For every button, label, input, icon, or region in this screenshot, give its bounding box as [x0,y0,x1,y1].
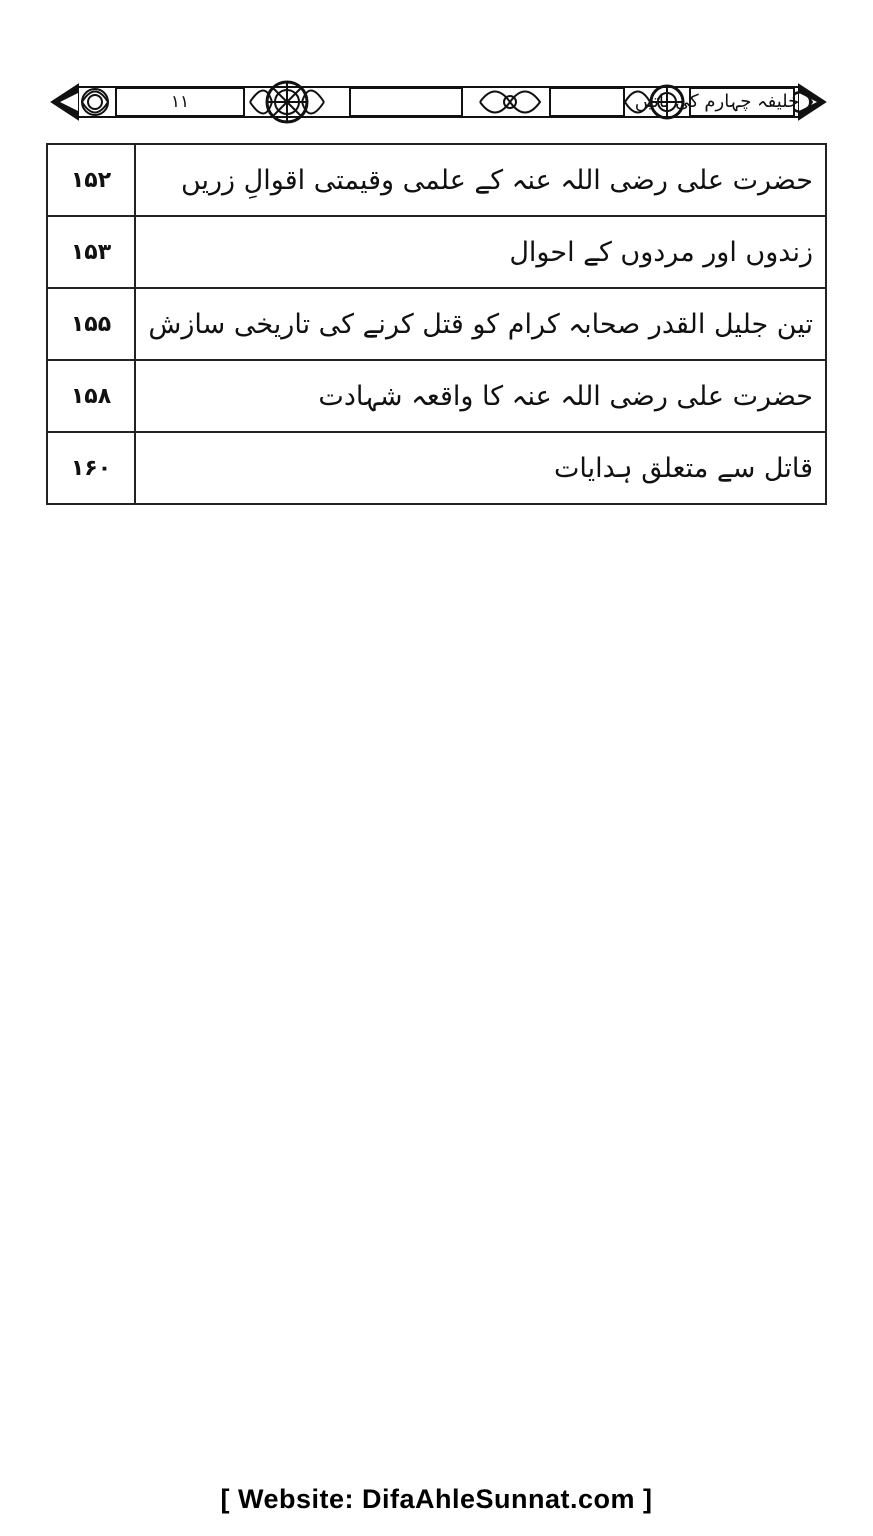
toc-entry-title: حضرت علی رضی اللہ عنہ کا واقعہ شہادت [135,360,826,432]
table-row [47,144,826,216]
ornament-knot-center [480,92,540,113]
toc-page-number: ۱۵۸ [47,360,135,432]
page-number: ۱۱ [170,92,190,112]
toc-entry-title: حضرت علی رضی اللہ عنہ کے علمی وقیمتی اقوالِ زریں [135,144,826,216]
website-footer: [ Website: DifaAhleSunnat.com ] [220,1484,653,1514]
table-row [47,288,826,360]
toc-page-number: ۱۵۳ [47,216,135,288]
toc-page-number: ۱۵۲ [47,144,135,216]
book-title: خلیفہ چہارم کی باتیں [634,90,800,112]
ornament-knot-left [82,89,108,115]
toc-entry-title: زندوں اور مردوں کے احوال [135,216,826,288]
ornamental-header [50,73,827,131]
toc-entry-title: تین جلیل القدر صحابہ کرام کو قتل کرنے کی تاریخی سازش [135,288,826,360]
table-row [47,360,826,432]
toc-page-number: ۱۵۵ [47,288,135,360]
toc-page-number: ۱۶۰ [47,432,135,504]
toc-entry-title: قاتل سے متعلق ہدایات [135,432,826,504]
table-row [47,432,826,504]
table-row [47,216,826,288]
table-of-contents [46,143,827,505]
